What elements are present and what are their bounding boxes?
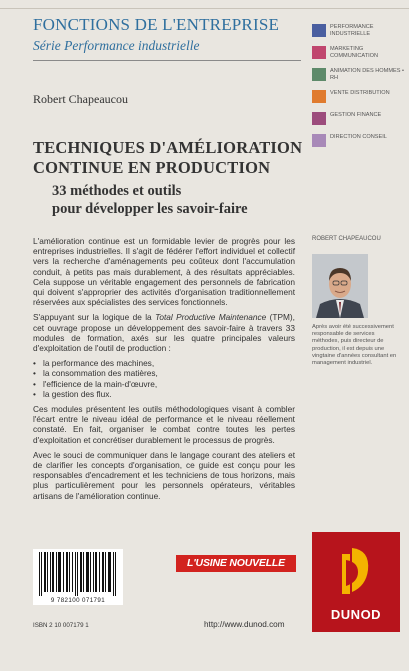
dunod-logo xyxy=(312,532,400,632)
legend-swatch xyxy=(312,46,326,59)
book-title xyxy=(33,138,333,178)
legend-item xyxy=(312,87,407,109)
usine-nouvelle-logo: L'USINE NOUVELLE xyxy=(176,555,296,572)
author-name: Robert Chapeaucou xyxy=(33,92,128,106)
text-span: S'appuyant sur la logique de la xyxy=(33,312,156,323)
blurb-paragraph xyxy=(33,312,295,353)
legend-item xyxy=(312,109,407,131)
title-line: CONTINUE EN PRODUCTION xyxy=(33,158,271,177)
barcode-bars xyxy=(33,552,123,598)
subtitle-line: 33 méthodes et outils xyxy=(52,183,182,199)
legend-swatch xyxy=(312,24,326,37)
subtitle-line: pour développer les savoir-faire xyxy=(52,201,248,217)
dunod-emblem xyxy=(312,540,400,610)
legend-label: GESTION FINANCE xyxy=(330,112,382,118)
photo-caption: ROBERT CHAPEAUCOU xyxy=(312,236,381,242)
blurb-paragraph: Ces modules présentent les outils méthodologiques visant à combler l'écart entre le niveau idéal de performance et le niveau réellement constaté. En fait, organiser le combat contre toutes les pertes d'exploitation et concrétiser durablement le processus de progrès. xyxy=(33,404,295,445)
list-item: • la consommation des matières, xyxy=(33,368,295,378)
barcode-number: 9 782100 071791 xyxy=(50,597,106,604)
legend-item xyxy=(312,65,407,87)
collection-title: FONCTIONS DE L'ENTREPRISE xyxy=(33,15,280,34)
blurb xyxy=(33,236,295,506)
legend-label: MARKETING COMMUNICATION xyxy=(330,46,379,59)
author-bio: Après avoir été successivement responsable de services méthodes, puis directeur de production, il est depuis une vingtaine d'années consultant en management industriel. xyxy=(312,324,397,367)
collection-legend xyxy=(312,21,407,153)
legend-label: VENTE DISTRIBUTION xyxy=(330,90,390,96)
legend-label: ANIMATION DES HOMMES • RH xyxy=(330,68,404,81)
series-title: Série Performance industrielle xyxy=(33,38,200,53)
list-item: • la gestion des flux. xyxy=(33,389,295,399)
value-list xyxy=(33,358,295,399)
portrait-image xyxy=(312,254,368,318)
publisher-name: DUNOD xyxy=(330,607,382,622)
publisher-url: http://www.dunod.com xyxy=(204,620,285,629)
title-line: TECHNIQUES D'AMÉLIORATION xyxy=(33,138,303,157)
top-rule xyxy=(0,8,409,9)
blurb-paragraph: Avec le souci de communiquer dans le langage courant des ateliers et de clarifier les concepts d'organisation, ce guide est conçu pour les responsables d'encadrement et les techniciens de tous horizons, mais plus particulièrement pour les personnels opérateurs, véritables artisans de l'amélioration continue. xyxy=(33,449,295,501)
book-subtitle xyxy=(52,182,332,218)
list-item: • la performance des machines, xyxy=(33,358,295,368)
legend-label: DIRECTION CONSEIL xyxy=(330,134,387,140)
header-divider xyxy=(33,60,301,61)
legend-swatch xyxy=(312,90,326,103)
text-span: (TPM), cet ouvrage propose un développement des savoir-faire à travers 33 modules de formation, axés sur les quatre principales valeurs d'exploitation de l'outil de production : xyxy=(33,312,295,354)
blurb-paragraph: L'amélioration continue est un formidable levier de progrès pour les entreprises industrielles. Il s'agit de fédérer l'effort individuel et collectif vers la recherche d'aménagements peu coûteux dont l'accumulation conduit, à petits pas mais durablement, à des résultats appréciables. Cela suppose un véritable engagement des personnels de fabrication qui doivent s'approprier des activités d'organisation traditionnellement réservées aux spécialistes des services fonctionnels. xyxy=(33,236,295,308)
author-photo xyxy=(312,254,368,318)
barcode xyxy=(33,549,123,605)
legend-swatch xyxy=(312,68,326,81)
legend-item xyxy=(312,43,407,65)
list-item: • l'efficience de la main-d'œuvre, xyxy=(33,379,295,389)
legend-swatch xyxy=(312,112,326,125)
legend-item xyxy=(312,21,407,43)
isbn: ISBN 2 10 007179 1 xyxy=(33,622,89,629)
legend-label: PERFORMANCE INDUSTRIELLE xyxy=(330,24,374,37)
tpm-term: Total Productive Maintenance xyxy=(155,312,267,323)
